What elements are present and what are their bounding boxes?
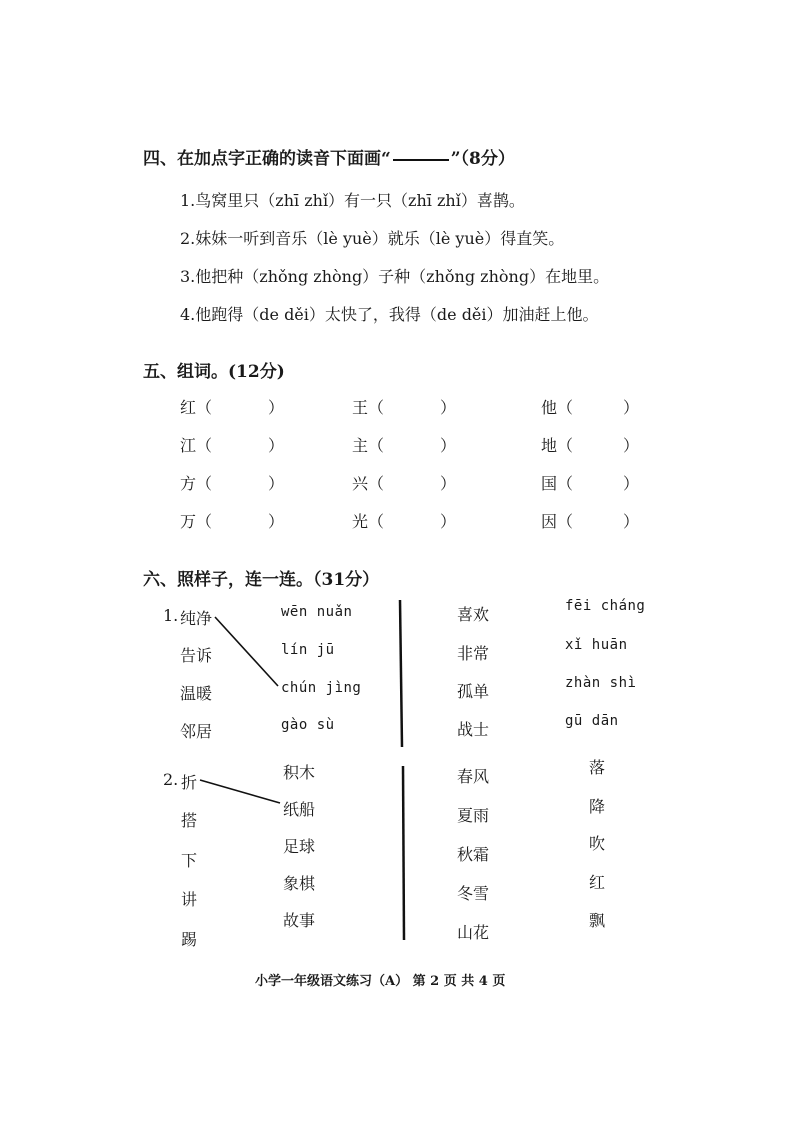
s5-row1-col2: 王（ ） (352, 398, 457, 417)
p2-noun-1: 积木 (283, 763, 316, 782)
s5-row2-col3: 地（ ） (541, 436, 640, 455)
p2-verb-r-1: 落 (589, 758, 606, 777)
p2-verb-4: 讲 (181, 890, 198, 909)
p2-verb-r-2: 降 (589, 797, 606, 816)
p2-noun-4: 象棋 (283, 874, 316, 893)
p2-verb-r-3: 吹 (589, 834, 606, 853)
p1-pinyin-3: chún jìng (281, 680, 362, 696)
p1-word-3: 温暖 (180, 684, 213, 703)
p1-word-r-1: 喜欢 (457, 605, 490, 624)
p1-pinyin-r-2: xǐ huān (565, 637, 628, 653)
p1-pinyin-2: lín jū (281, 642, 335, 658)
p2-number: 2. (163, 770, 179, 789)
p2-noun-2: 纸船 (283, 800, 316, 819)
section-6-title: 六、照样子，连一连。（31分） (143, 570, 380, 590)
p2-verb-r-5: 飘 (589, 911, 606, 930)
p2-verb-1: 折 (181, 773, 198, 792)
p2-verb-5: 踢 (181, 930, 198, 949)
s4-item-3: 3.他把种（zhǒng zhòng）子种（zhǒng zhòng）在地里。 (180, 267, 610, 286)
sample-line-2 (200, 780, 280, 803)
s5-row1-col3: 他（ ） (541, 398, 640, 417)
p2-divider-line (403, 766, 404, 940)
s4-item-4: 4.他跑得（de děi）太快了，我得（de děi）加油赶上他。 (180, 305, 599, 324)
s5-row3-col2: 兴（ ） (352, 474, 457, 493)
p1-word-r-3: 孤单 (457, 682, 490, 701)
s5-row2-col2: 主（ ） (352, 436, 457, 455)
p2-noun-5: 故事 (283, 911, 316, 930)
p1-word-r-4: 战士 (457, 720, 490, 739)
p1-pinyin-r-3: zhàn shì (565, 675, 637, 691)
p1-pinyin-r-1: fēi cháng (565, 598, 646, 614)
section-4-title-text: 四、在加点字正确的读音下面画“ (143, 149, 391, 169)
p2-noun-3: 足球 (283, 837, 316, 856)
p1-pinyin-1: wēn nuǎn (281, 604, 353, 620)
p2-season-3: 秋霜 (457, 845, 490, 864)
s5-row4-col2: 光（ ） (352, 512, 457, 531)
p2-verb-3: 下 (181, 851, 198, 870)
p1-number: 1. (163, 606, 179, 625)
p2-verb-r-4: 红 (589, 873, 606, 892)
sample-line-1 (215, 617, 278, 686)
p2-season-5: 山花 (457, 923, 490, 942)
s4-item-2: 2.妹妹一听到音乐（lè yuè）就乐（lè yuè）得直笑。 (180, 229, 565, 248)
s5-row4-col1: 万（ ） (180, 512, 285, 531)
p1-word-1: 纯净 (180, 609, 213, 628)
page-footer: 小学一年级语文练习（A） 第 2 页 共 4 页 (255, 974, 506, 989)
s5-row4-col3: 因（ ） (541, 512, 640, 531)
s5-row2-col1: 江（ ） (180, 436, 285, 455)
p2-season-4: 冬雪 (457, 884, 490, 903)
p1-word-4: 邻居 (180, 722, 213, 741)
s5-row3-col1: 方（ ） (180, 474, 285, 493)
section-4-score: ”（8分） (450, 149, 515, 169)
p1-pinyin-4: gào sù (281, 717, 335, 733)
p1-divider-line (400, 600, 402, 747)
p1-pinyin-r-4: gū dān (565, 713, 619, 729)
p2-season-1: 春风 (457, 767, 490, 786)
s5-row1-col1: 红（ ） (180, 398, 285, 417)
section-5-title: 五、组词。(12分) (143, 362, 285, 382)
p2-season-2: 夏雨 (457, 806, 490, 825)
s5-row3-col3: 国（ ） (541, 474, 640, 493)
s4-item-1: 1.鸟窝里只（zhī zhǐ）有一只（zhī zhǐ）喜鹊。 (180, 191, 525, 210)
p2-verb-2: 搭 (181, 811, 198, 830)
p1-word-2: 告诉 (180, 646, 213, 665)
p1-word-r-2: 非常 (457, 644, 490, 663)
